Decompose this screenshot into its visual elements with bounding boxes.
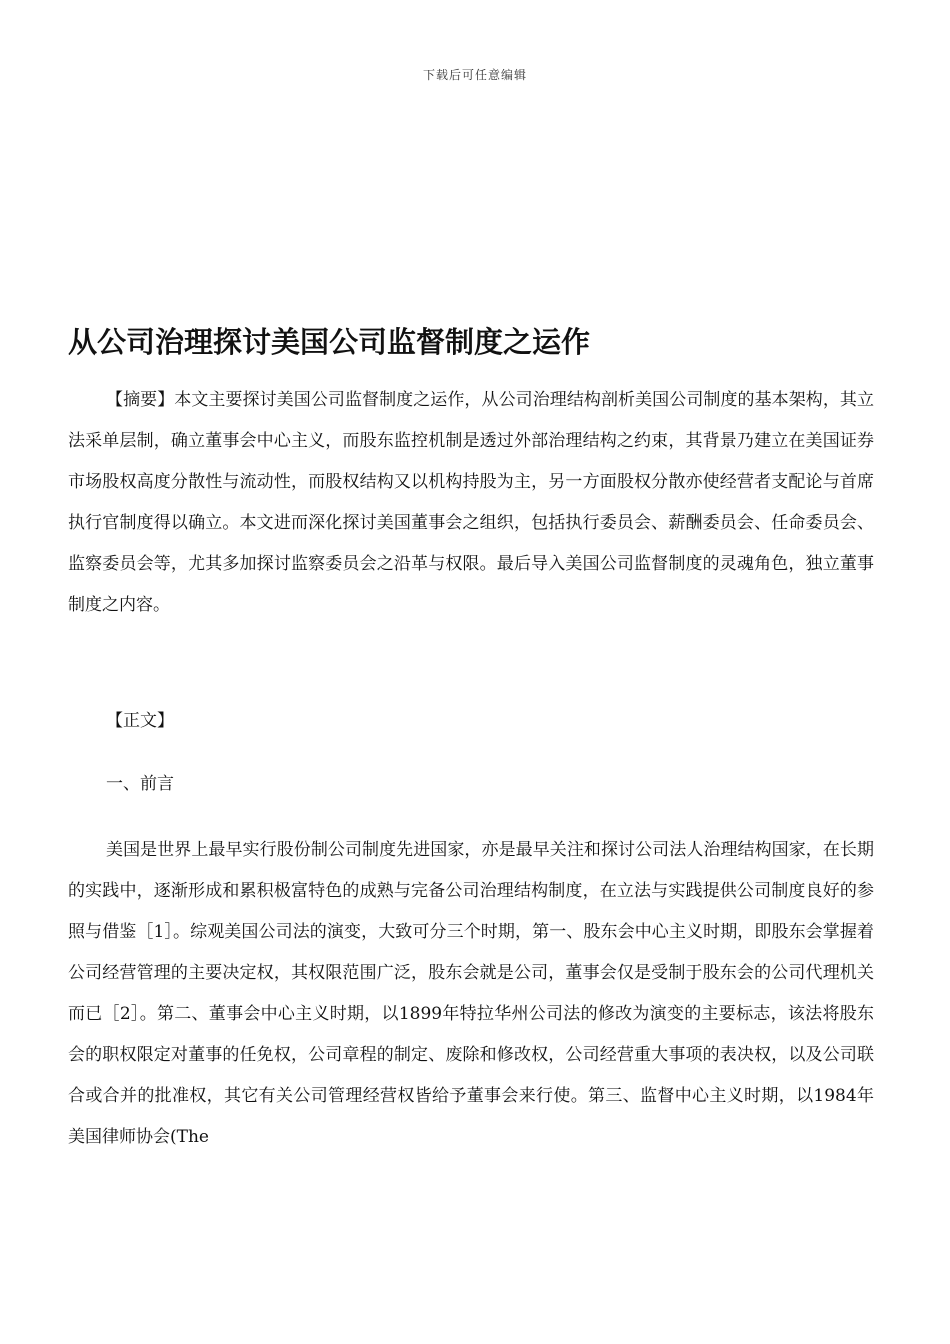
page-title: 从公司治理探讨美国公司监督制度之运作: [68, 325, 591, 359]
header-note: 下载后可任意编辑: [422, 68, 527, 82]
section-heading: 一、前言: [106, 774, 174, 794]
abstract-paragraph: 【摘要】本文主要探讨美国公司监督制度之运作，从公司治理结构剖析美国公司制度的基本架构，其立法采单层制，确立董事会中心主义，而股东监控机制是透过外部治理结构之约束，其背景乃建立在美国证券市场股权高度分散性与流动性，而股权结构又以机构持股为主，另一方面股权分散亦使经营者支配论与首席执行官制度得以确立。本文进而深化探讨美国董事会之组织，包括执行委员会、薪酬委员会、任命委员会、监察委员会等，尤其多加探讨监察委员会之沿革与权限。最后导入美国公司监督制度的灵魂角色，独立董事制度之内容。: [68, 390, 874, 615]
body-paragraph: 美国是世界上最早实行股份制公司制度先进国家，亦是最早关注和探讨公司法人治理结构国家，在长期的实践中，逐渐形成和累积极富特色的成熟与完备公司治理结构制度，在立法与实践提供公司制度良好的参照与借鉴［1］。综观美国公司法的演变，大致可分三个时期，第一、股东会中心主义时期，即股东会掌握着公司经营管理的主要决定权，其权限范围广泛，股东会就是公司，董事会仅是受制于股东会的公司代理机关而已［2］。第二、董事会中心主义时期，以1899年特拉华州公司法的修改为演变的主要标志，该法将股东会的职权限定对董事的任免权，公司章程的制定、废除和修改权，公司经营重大事项的表决权，以及公司联合或合并的批准权，其它有关公司管理经营权皆给予董事会来行使。第三、监督中心主义时期，以1984年美国律师协会(The: [68, 840, 874, 1147]
body-label: 【正文】: [106, 711, 174, 731]
